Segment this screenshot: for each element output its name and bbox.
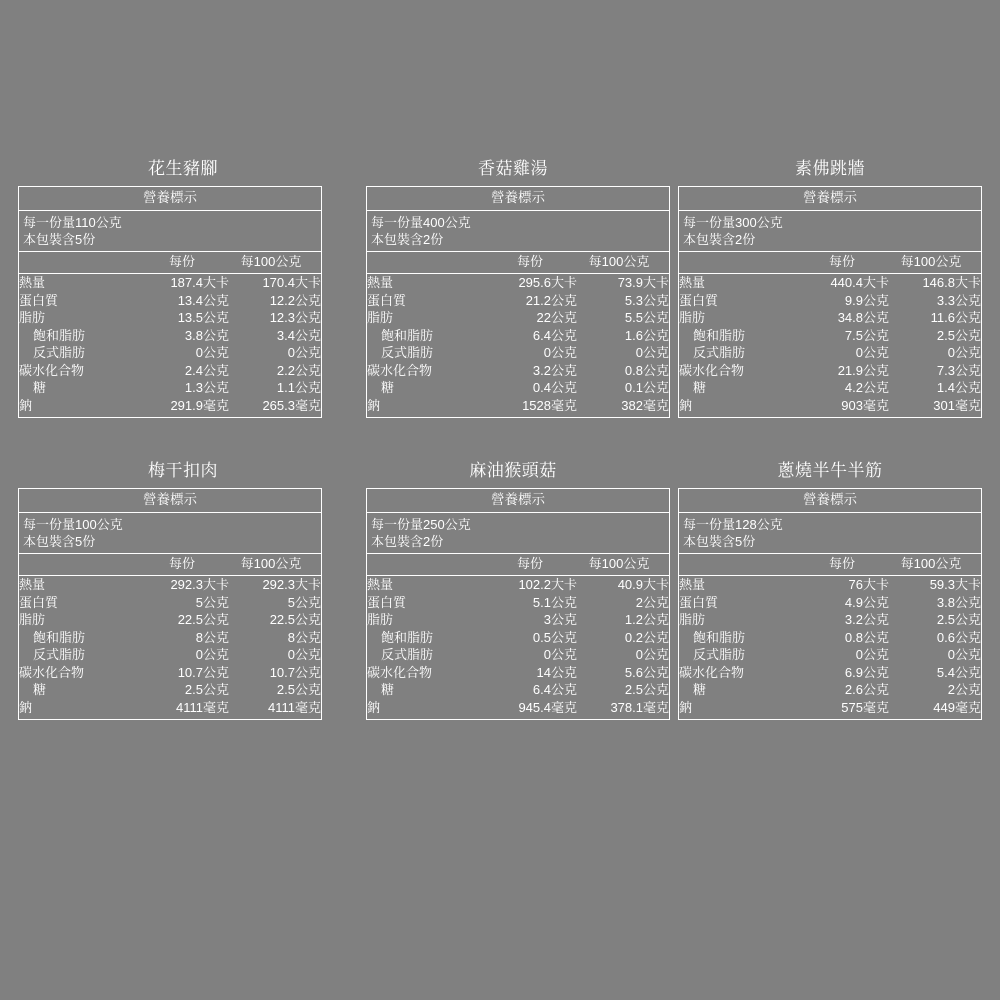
column-header-per-100g: 每100公克 <box>240 556 302 571</box>
value-per-100g: 7.3公克 <box>936 362 981 378</box>
table-row <box>367 699 669 720</box>
value-per-100g: 0.2公克 <box>624 629 669 645</box>
column-header-per-serving: 每份 <box>168 254 195 269</box>
table-row <box>679 699 981 720</box>
value-per-100g: 0公克 <box>287 345 321 360</box>
label-heading: 營養標示 <box>367 489 669 513</box>
value-per-serving: 4.2公克 <box>844 380 889 395</box>
value-per-100g: 2公克 <box>635 594 669 610</box>
value-per-100g: 40.9大卡 <box>617 577 669 592</box>
value-per-serving: 4.9公克 <box>844 594 889 610</box>
value-per-100g: 3.4公克 <box>276 327 321 343</box>
table-row <box>679 344 981 362</box>
column-header-per-100g: 每100公克 <box>900 254 962 269</box>
value-per-serving: 34.8公克 <box>837 310 889 325</box>
value-per-100g: 2.5公克 <box>936 327 981 343</box>
value-per-serving: 0.8公克 <box>844 629 889 645</box>
servings-per-pack: 本包裝含5份 <box>683 534 756 549</box>
table-row <box>19 629 321 647</box>
table-row <box>679 327 981 345</box>
serving-size: 每一份量300公克 <box>683 215 783 230</box>
label-heading: 營養標示 <box>19 489 321 513</box>
value-per-100g: 1.1公克 <box>276 380 321 395</box>
nutrient-name: 蛋白質 <box>679 594 719 610</box>
column-header-per-serving: 每份 <box>828 556 855 571</box>
value-per-100g: 10.7公克 <box>269 664 321 680</box>
value-per-serving: 0公克 <box>543 647 577 662</box>
value-per-100g: 2.5公克 <box>936 612 981 627</box>
nutrition-table <box>679 274 981 417</box>
table-row <box>19 397 321 418</box>
value-per-serving: 3.8公克 <box>184 327 229 343</box>
value-per-serving: 8公克 <box>195 629 229 645</box>
value-per-serving: 945.4毫克 <box>518 699 577 715</box>
nutrient-name: 糖 <box>33 682 47 697</box>
nutrient-name: 飽和脂肪 <box>693 327 746 343</box>
product-card <box>678 460 982 720</box>
value-per-serving: 2.5公克 <box>184 682 229 697</box>
product-title: 香菇雞湯 <box>478 159 548 178</box>
column-header-per-serving: 每份 <box>828 254 855 269</box>
nutrient-name: 碳水化合物 <box>367 664 433 680</box>
value-per-100g: 2公克 <box>947 682 981 697</box>
servings-per-pack: 本包裝含2份 <box>683 232 756 247</box>
value-per-100g: 11.6公克 <box>930 310 981 325</box>
value-per-100g: 0公克 <box>947 647 981 662</box>
label-heading: 營養標示 <box>367 187 669 211</box>
product-card <box>18 158 348 418</box>
value-per-serving: 1528毫克 <box>522 397 577 413</box>
column-header-per-100g: 每100公克 <box>588 556 650 571</box>
nutrition-label-grid <box>18 158 982 720</box>
nutrition-table <box>367 576 669 719</box>
column-headers <box>367 554 669 576</box>
serving-info <box>367 513 669 554</box>
value-per-100g: 3.8公克 <box>936 594 981 610</box>
value-per-serving: 6.4公克 <box>532 682 577 697</box>
value-per-100g: 0公克 <box>635 647 669 662</box>
value-per-serving: 4111毫克 <box>176 699 229 715</box>
table-row <box>367 274 669 292</box>
table-row <box>367 344 669 362</box>
value-per-100g: 0公克 <box>947 345 981 360</box>
nutrient-name: 鈉 <box>367 397 381 413</box>
column-headers <box>19 252 321 274</box>
column-headers <box>19 554 321 576</box>
nutrient-name: 碳水化合物 <box>19 664 85 680</box>
column-header-per-serving: 每份 <box>516 254 543 269</box>
table-row <box>679 292 981 310</box>
value-per-serving: 0公克 <box>543 345 577 360</box>
nutrition-table <box>19 274 321 417</box>
serving-size: 每一份量100公克 <box>23 517 123 532</box>
product-card <box>18 460 348 720</box>
table-row <box>19 379 321 397</box>
value-per-serving: 22.5公克 <box>177 612 229 627</box>
table-row <box>367 576 669 594</box>
nutrient-name: 反式脂肪 <box>381 345 434 360</box>
value-per-100g: 5公克 <box>287 594 321 610</box>
value-per-100g: 170.4大卡 <box>262 275 321 290</box>
table-row <box>679 646 981 664</box>
value-per-serving: 3.2公克 <box>532 362 577 378</box>
nutrient-name: 鈉 <box>679 699 693 715</box>
nutrient-name: 熱量 <box>19 577 46 592</box>
table-row <box>367 664 669 682</box>
serving-size: 每一份量128公克 <box>683 517 783 532</box>
table-row <box>19 576 321 594</box>
nutrient-name: 糖 <box>693 380 707 395</box>
value-per-100g: 378.1毫克 <box>610 699 669 715</box>
nutrient-name: 蛋白質 <box>367 594 407 610</box>
value-per-serving: 440.4大卡 <box>830 275 889 290</box>
product-card <box>348 460 678 720</box>
label-heading: 營養標示 <box>679 489 981 513</box>
nutrient-name: 蛋白質 <box>367 292 407 308</box>
nutrient-name: 碳水化合物 <box>367 362 433 378</box>
product-title: 素佛跳牆 <box>795 159 865 178</box>
table-row <box>367 397 669 418</box>
value-per-100g: 12.3公克 <box>269 310 321 325</box>
value-per-100g: 22.5公克 <box>269 612 321 627</box>
table-row <box>679 362 981 380</box>
product-title: 麻油猴頭菇 <box>469 461 557 480</box>
value-per-serving: 22公克 <box>536 310 577 325</box>
nutrient-name: 反式脂肪 <box>693 345 746 360</box>
table-row <box>679 664 981 682</box>
value-per-serving: 7.5公克 <box>844 327 889 343</box>
value-per-serving: 9.9公克 <box>844 292 889 308</box>
nutrient-name: 熱量 <box>679 275 706 290</box>
value-per-serving: 6.9公克 <box>844 664 889 680</box>
nutrient-name: 反式脂肪 <box>381 647 434 662</box>
value-per-serving: 0.4公克 <box>532 380 577 395</box>
column-header-per-100g: 每100公克 <box>240 254 302 269</box>
value-per-100g: 3.3公克 <box>936 292 981 308</box>
value-per-serving: 21.2公克 <box>525 292 577 308</box>
nutrient-name: 蛋白質 <box>19 292 59 308</box>
servings-per-pack: 本包裝含2份 <box>371 232 444 247</box>
column-header-per-100g: 每100公克 <box>900 556 962 571</box>
table-row <box>19 664 321 682</box>
product-title: 梅干扣肉 <box>148 461 218 480</box>
table-row <box>679 629 981 647</box>
table-row <box>19 611 321 629</box>
nutrient-name: 脂肪 <box>679 612 706 627</box>
nutrient-name: 熱量 <box>367 577 394 592</box>
serving-info <box>367 211 669 252</box>
nutrient-name: 鈉 <box>19 699 33 715</box>
column-header-per-serving: 每份 <box>516 556 543 571</box>
nutrient-name: 脂肪 <box>367 310 394 325</box>
servings-per-pack: 本包裝含5份 <box>23 534 96 549</box>
nutrient-name: 飽和脂肪 <box>33 629 86 645</box>
nutrient-name: 脂肪 <box>19 612 46 627</box>
value-per-100g: 5.3公克 <box>624 292 669 308</box>
value-per-100g: 0.8公克 <box>624 362 669 378</box>
serving-size: 每一份量110公克 <box>23 215 122 230</box>
table-row <box>367 292 669 310</box>
table-row <box>367 611 669 629</box>
table-row <box>367 681 669 699</box>
value-per-serving: 0.5公克 <box>532 629 577 645</box>
table-row <box>679 397 981 418</box>
nutrient-name: 糖 <box>381 380 395 395</box>
nutrient-name: 熱量 <box>19 275 46 290</box>
table-row <box>19 327 321 345</box>
value-per-100g: 1.6公克 <box>624 327 669 343</box>
nutrient-name: 鈉 <box>19 397 33 413</box>
table-row <box>367 379 669 397</box>
serving-info <box>679 211 981 252</box>
value-per-serving: 1.3公克 <box>184 380 229 395</box>
value-per-serving: 13.4公克 <box>177 292 229 308</box>
table-row <box>679 576 981 594</box>
table-row <box>19 699 321 720</box>
value-per-serving: 102.2大卡 <box>518 577 577 592</box>
nutrition-label <box>366 186 670 418</box>
value-per-serving: 575毫克 <box>841 699 889 715</box>
nutrient-name: 反式脂肪 <box>33 647 86 662</box>
value-per-serving: 5.1公克 <box>532 594 577 610</box>
table-row <box>367 594 669 612</box>
column-header-per-100g: 每100公克 <box>588 254 650 269</box>
value-per-serving: 903毫克 <box>841 397 889 413</box>
table-row <box>679 274 981 292</box>
value-per-serving: 21.9公克 <box>837 362 889 378</box>
label-heading: 營養標示 <box>679 187 981 211</box>
product-card <box>678 158 982 418</box>
nutrient-name: 碳水化合物 <box>679 664 745 680</box>
nutrient-name: 脂肪 <box>679 310 706 325</box>
nutrition-table <box>367 274 669 417</box>
value-per-serving: 13.5公克 <box>177 310 229 325</box>
table-row <box>679 379 981 397</box>
value-per-100g: 2.2公克 <box>276 362 321 378</box>
table-row <box>19 309 321 327</box>
nutrient-name: 蛋白質 <box>19 594 59 610</box>
value-per-serving: 0公克 <box>195 647 229 662</box>
table-row <box>679 594 981 612</box>
value-per-100g: 2.5公克 <box>276 682 321 697</box>
servings-per-pack: 本包裝含5份 <box>23 232 96 247</box>
table-row <box>19 646 321 664</box>
value-per-100g: 5.5公克 <box>624 310 669 325</box>
value-per-100g: 382毫克 <box>621 397 669 413</box>
nutrient-name: 蛋白質 <box>679 292 719 308</box>
value-per-serving: 10.7公克 <box>177 664 229 680</box>
nutrition-label <box>366 488 670 720</box>
nutrient-name: 反式脂肪 <box>33 345 86 360</box>
value-per-100g: 2.5公克 <box>624 682 669 697</box>
column-headers <box>679 554 981 576</box>
value-per-100g: 4111毫克 <box>268 699 321 715</box>
nutrition-label <box>18 488 322 720</box>
value-per-serving: 291.9毫克 <box>170 397 229 413</box>
value-per-100g: 265.3毫克 <box>262 397 321 413</box>
serving-info <box>19 513 321 554</box>
product-title: 花生豬腳 <box>148 159 218 178</box>
table-row <box>19 681 321 699</box>
table-row <box>19 362 321 380</box>
serving-size: 每一份量400公克 <box>371 215 471 230</box>
nutrition-table <box>19 576 321 719</box>
nutrient-name: 熱量 <box>679 577 706 592</box>
value-per-serving: 6.4公克 <box>532 327 577 343</box>
table-row <box>679 611 981 629</box>
nutrient-name: 脂肪 <box>19 310 46 325</box>
nutrient-name: 飽和脂肪 <box>33 327 86 343</box>
value-per-100g: 301毫克 <box>933 397 981 413</box>
nutrient-name: 熱量 <box>367 275 394 290</box>
serving-size: 每一份量250公克 <box>371 517 471 532</box>
table-row <box>367 309 669 327</box>
product-title: 蔥燒半牛半筋 <box>777 461 883 480</box>
value-per-serving: 0公克 <box>855 647 889 662</box>
nutrition-label <box>18 186 322 418</box>
value-per-100g: 0公克 <box>635 345 669 360</box>
nutrient-name: 糖 <box>693 682 707 697</box>
value-per-100g: 292.3大卡 <box>262 577 321 592</box>
nutrient-name: 飽和脂肪 <box>381 629 434 645</box>
value-per-serving: 2.4公克 <box>184 362 229 378</box>
value-per-100g: 73.9大卡 <box>617 275 669 290</box>
product-card <box>348 158 678 418</box>
value-per-100g: 0公克 <box>287 647 321 662</box>
value-per-serving: 295.6大卡 <box>518 275 577 290</box>
value-per-100g: 146.8大卡 <box>922 275 981 290</box>
table-row <box>679 681 981 699</box>
nutrition-label <box>678 488 982 720</box>
value-per-serving: 3公克 <box>543 612 577 627</box>
table-row <box>367 327 669 345</box>
value-per-serving: 0公克 <box>195 345 229 360</box>
servings-per-pack: 本包裝含2份 <box>371 534 444 549</box>
value-per-100g: 449毫克 <box>933 699 981 715</box>
nutrient-name: 碳水化合物 <box>19 362 85 378</box>
table-row <box>367 646 669 664</box>
value-per-100g: 8公克 <box>287 629 321 645</box>
value-per-100g: 0.6公克 <box>936 629 981 645</box>
nutrient-name: 碳水化合物 <box>679 362 745 378</box>
table-row <box>367 362 669 380</box>
value-per-serving: 14公克 <box>536 664 577 680</box>
nutrient-name: 糖 <box>33 380 47 395</box>
column-headers <box>367 252 669 274</box>
value-per-100g: 1.4公克 <box>936 380 981 395</box>
nutrition-label <box>678 186 982 418</box>
value-per-serving: 5公克 <box>195 594 229 610</box>
value-per-serving: 3.2公克 <box>844 612 889 627</box>
table-row <box>19 344 321 362</box>
nutrient-name: 糖 <box>381 682 395 697</box>
value-per-serving: 0公克 <box>855 345 889 360</box>
value-per-serving: 2.6公克 <box>844 682 889 697</box>
nutrient-name: 脂肪 <box>367 612 394 627</box>
column-header-per-serving: 每份 <box>168 556 195 571</box>
table-row <box>19 274 321 292</box>
table-row <box>19 292 321 310</box>
nutrient-name: 反式脂肪 <box>693 647 746 662</box>
nutrient-name: 飽和脂肪 <box>693 629 746 645</box>
serving-info <box>19 211 321 252</box>
table-row <box>679 309 981 327</box>
value-per-serving: 187.4大卡 <box>170 275 229 290</box>
column-headers <box>679 252 981 274</box>
nutrient-name: 鈉 <box>679 397 693 413</box>
value-per-100g: 59.3大卡 <box>929 577 981 592</box>
table-row <box>19 594 321 612</box>
value-per-serving: 292.3大卡 <box>170 577 229 592</box>
value-per-100g: 5.6公克 <box>624 664 669 680</box>
value-per-100g: 1.2公克 <box>624 612 669 627</box>
value-per-100g: 12.2公克 <box>269 292 321 308</box>
value-per-serving: 76大卡 <box>848 577 889 592</box>
value-per-100g: 5.4公克 <box>936 664 981 680</box>
nutrient-name: 飽和脂肪 <box>381 327 434 343</box>
value-per-100g: 0.1公克 <box>624 380 669 395</box>
table-row <box>367 629 669 647</box>
serving-info <box>679 513 981 554</box>
nutrient-name: 鈉 <box>367 699 381 715</box>
label-heading: 營養標示 <box>19 187 321 211</box>
nutrition-table <box>679 576 981 719</box>
